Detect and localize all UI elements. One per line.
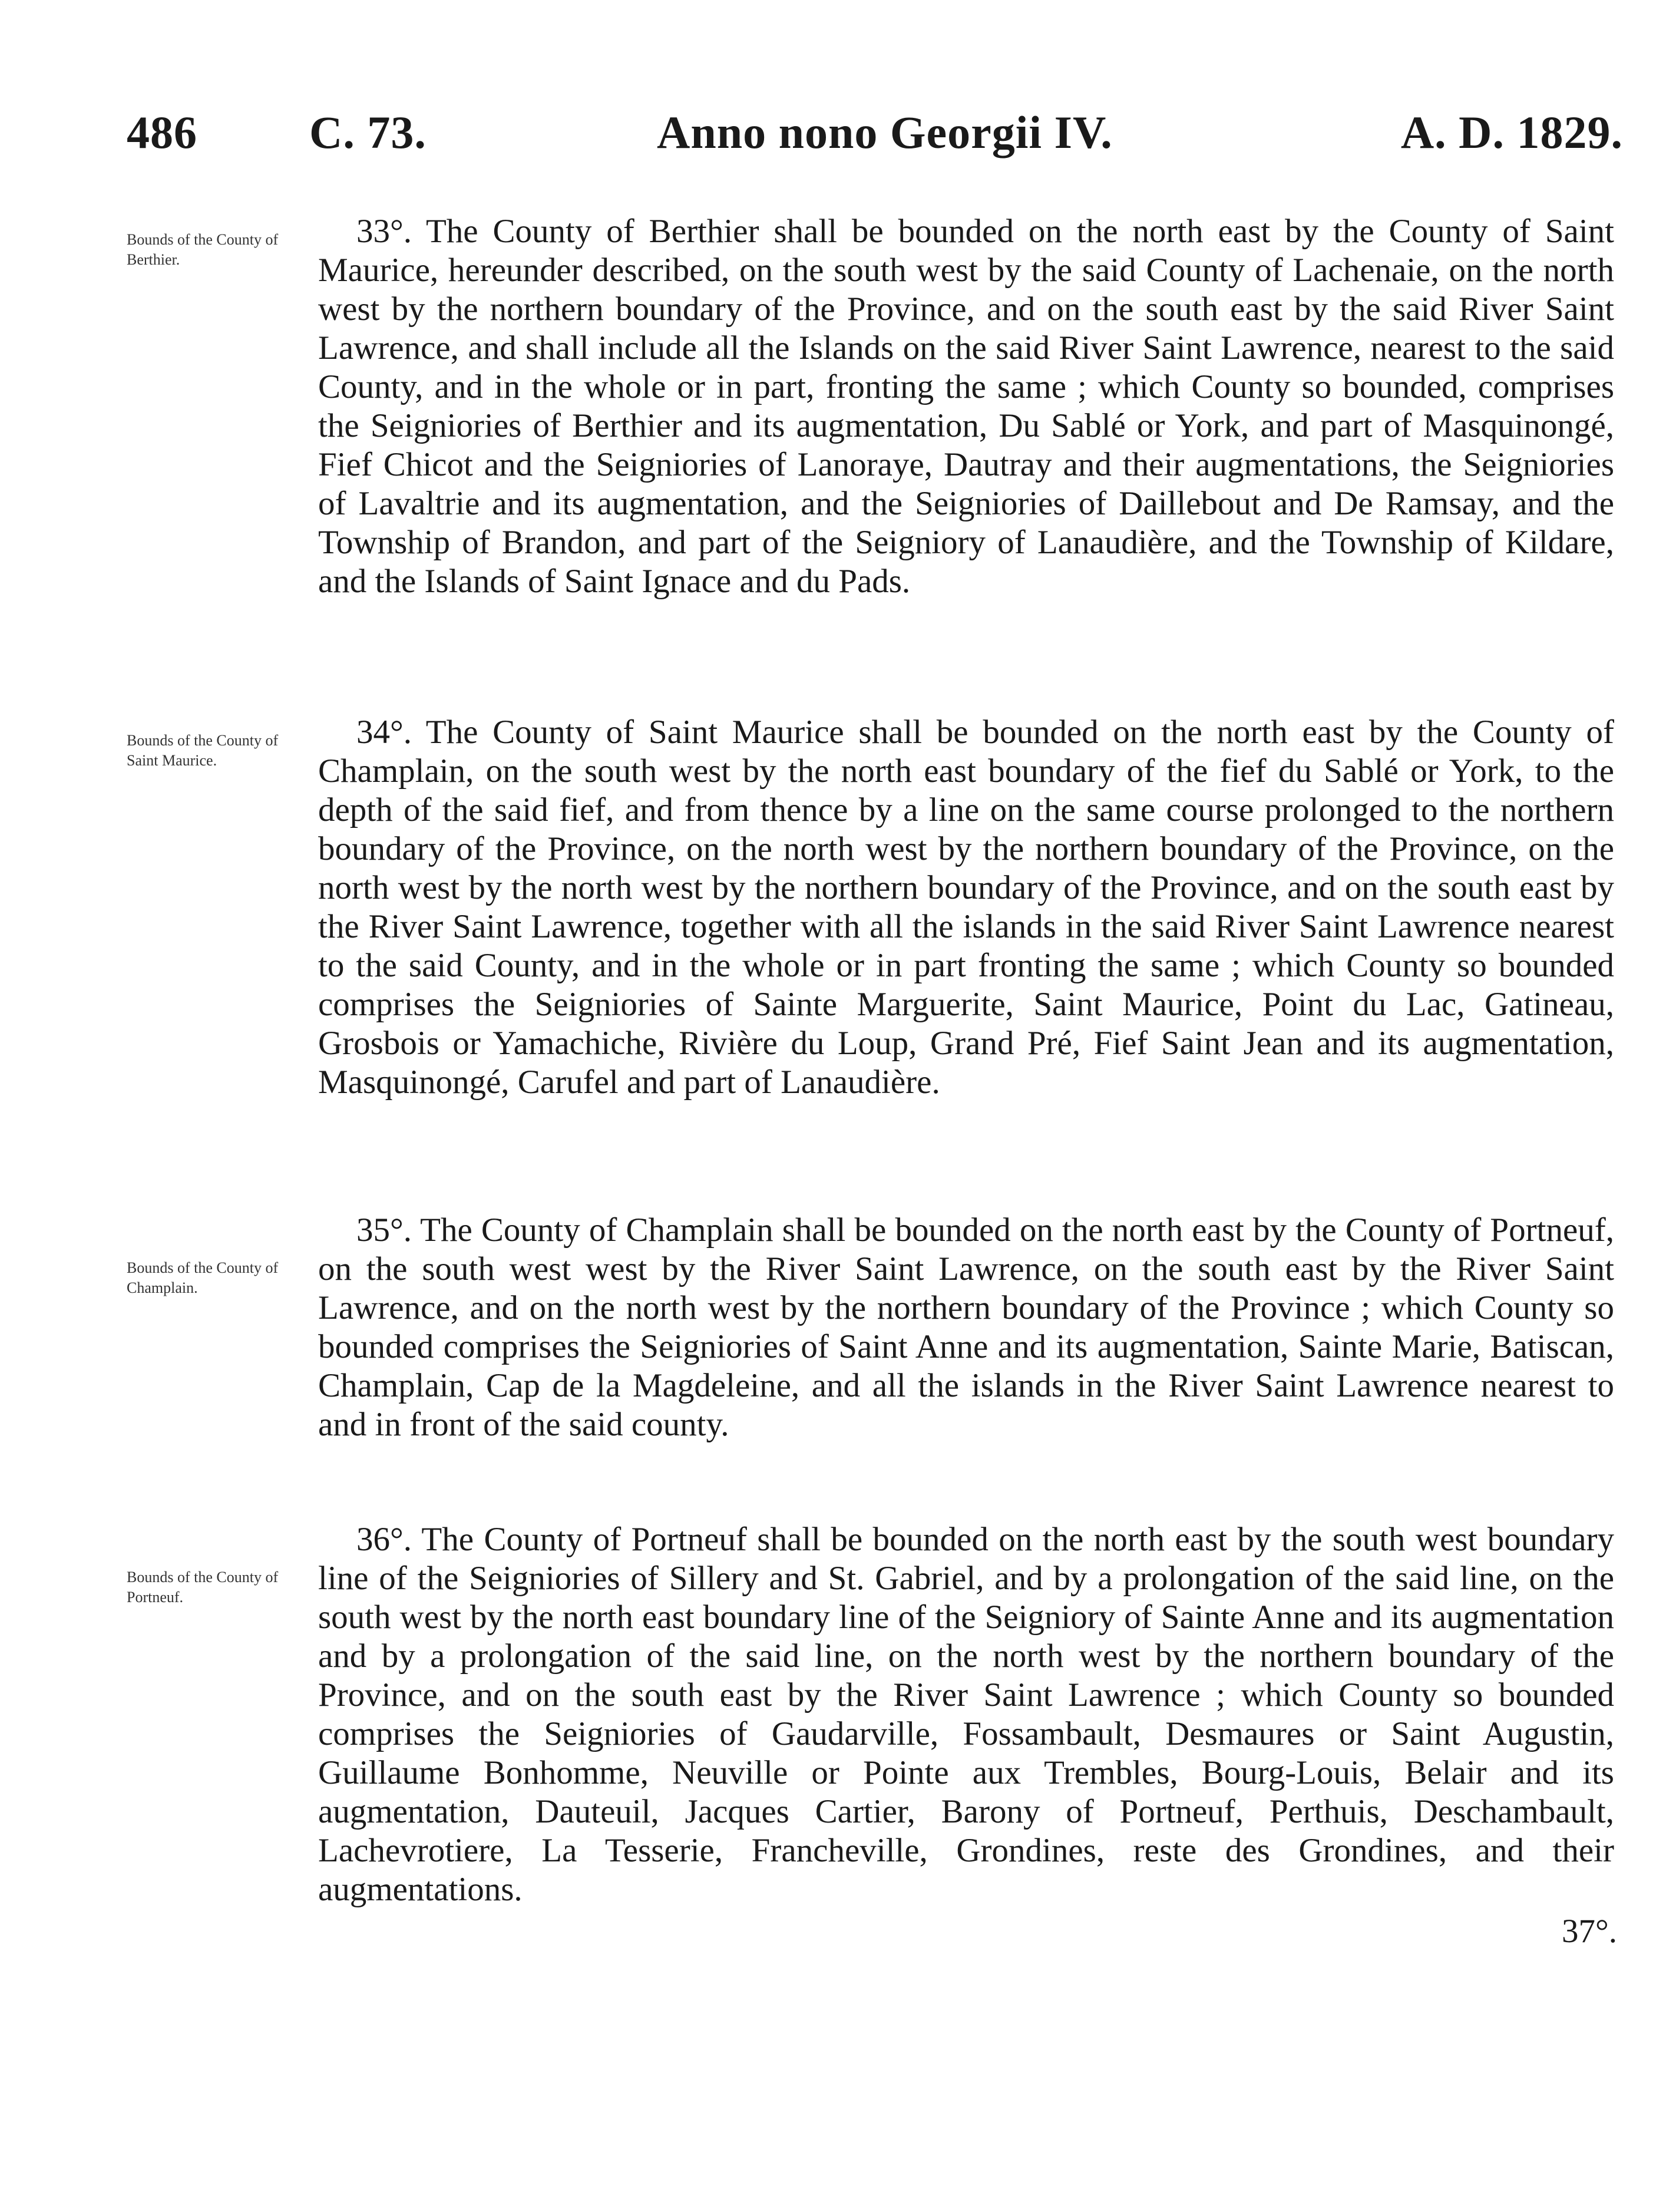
margin-note: Bounds of the County of Portneuf. <box>127 1569 279 1606</box>
section-body: The County of Berthier shall be bounded on the north east by the County of Saint Maurice, hereunder described, on the south west by the said County of Lachenaie, on the north west by the northern boundary of the Province, and on the south east by the said River Saint Lawrence, and shall include all the Islands on the said River Saint Lawrence, nearest to the said County, and in the whole or in part, fronting the same ; which County so bounded, comprises the Seigniories of Berthier and its augmentation, Du Sablé or York, and part of Masquinongé, Fief Chicot and the Seigniories of Lanoraye, Dautray and their augmentations, the Seigniories of Lavaltrie and its augmentation, and the Seigniories of Daillebout and De Ramsay, and the Township of Brandon, and part of the Seigniory of Lanaudière, and the Township of Kildare, and the Islands of Saint Ignace and du Pads. <box>318 213 1614 600</box>
section-number: 35°. <box>356 1211 412 1249</box>
page-number: 486 <box>127 107 197 158</box>
section-text <box>318 1520 1614 1909</box>
section-body: The County of Champlain shall be bounded on the north east by the County of Portneuf, on the south west west by the River Saint Lawrence, on the south east by the River Saint Lawrence, and on the north west by the northern boundary of the Province ; which County so bounded comprises the Seigniories of Saint Anne and its augmentation, Sainte Marie, Batiscan, Champlain, Cap de la Magdeleine, and all the islands in the River Saint Lawrence nearest to and in front of the said county. <box>318 1211 1614 1443</box>
chapter-number: C. 73. <box>309 107 427 158</box>
margin-note: Bounds of the County of Berthier. <box>127 231 279 268</box>
section-text <box>318 1211 1614 1444</box>
catchword: 37°. <box>1561 1913 1617 1950</box>
margin-note: Bounds of the County of Champlain. <box>127 1259 279 1296</box>
section-body: The County of Saint Maurice shall be bounded on the north east by the County of Champlain, on the south west by the north east boundary of the fief du Sablé or York, to the depth of the said fief, and from thence by a line on the same course prolonged to the northern boundary of the Province, on the north west by the northern boundary of the Province, on the north west by the north west by the northern boundary of the Province, and on the south east by the River Saint Lawrence, together with all the islands in the said River Saint Lawrence nearest to the said County, and in the whole or in part fronting the same ; which County so bounded comprises the Seigniories of Sainte Marguerite, Saint Maurice, Point du Lac, Gatineau, Grosbois or Yamachiche, Rivière du Loup, Grand Pré, Fief Saint Jean and its augmentation, Masquinongé, Carufel and part of Lanaudière. <box>318 714 1614 1101</box>
margin-note: Bounds of the County of Saint Maurice. <box>127 732 279 769</box>
section-number: 33°. <box>356 213 412 250</box>
section-text <box>318 212 1614 601</box>
section-number: 36°. <box>356 1521 412 1558</box>
section-number: 34°. <box>356 714 412 751</box>
section-body: The County of Portneuf shall be bounded on the north east by the south west boundary line of the Seigniories of Sillery and St. Gabriel, and by a prolongation of the said line, on the south west by the north east boundary line of the Seigniory of Sainte Anne and its augmentation and by a prolongation of the said line, on the north west by the northern boundary of the Province, and on the south east by the River Saint Lawrence ; which County so bounded comprises the Seigniories of Gaudarville, Fossambault, Desmaures or Saint Augustin, Guillaume Bonhomme, Neuville or Pointe aux Trembles, Bourg-Louis, Belair and its augmentation, Dauteuil, Jacques Cartier, Barony of Portneuf, Perthuis, Deschambault, Lachevrotiere, La Tesserie, Francheville, Grondines, reste des Grondines, and their augmentations. <box>318 1521 1614 1908</box>
section-text <box>318 713 1614 1102</box>
year: A. D. 1829. <box>1400 107 1623 158</box>
running-title: Anno nono Georgii IV. <box>657 107 1113 158</box>
running-header <box>127 106 1623 177</box>
